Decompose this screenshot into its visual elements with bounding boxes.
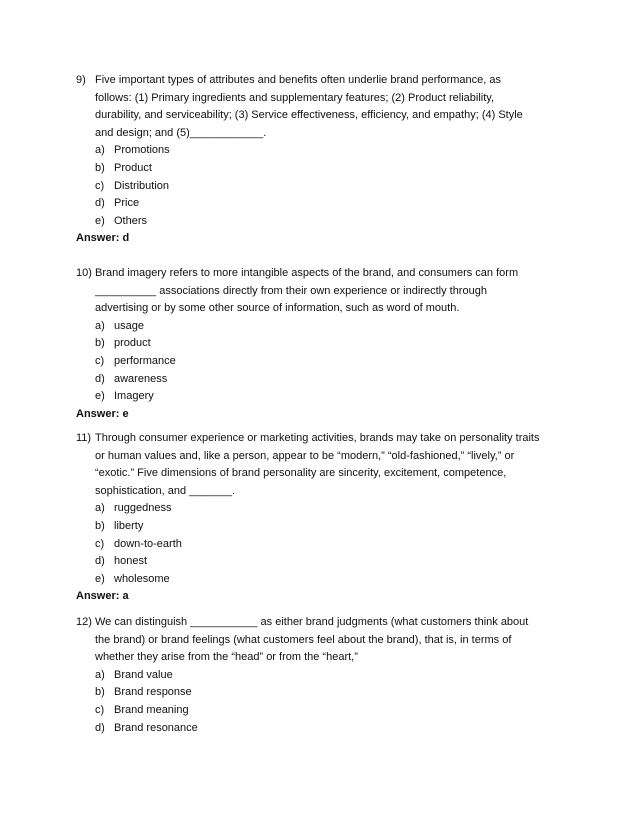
option-text: Brand resonance [114, 721, 198, 734]
option-b [95, 518, 556, 536]
option-text: performance [114, 354, 176, 367]
option-letter: d) [95, 555, 105, 568]
option-letter: a) [95, 319, 105, 332]
option-list [76, 142, 556, 230]
option-text: Imagery [114, 390, 154, 403]
option-text: Promotions [114, 144, 170, 157]
question-number: 11) [76, 432, 92, 444]
option-letter: c) [95, 354, 105, 367]
option-text: wholesome [114, 572, 170, 585]
option-letter: d) [95, 372, 105, 385]
question-line: whether they arise from the “head” or from the “heart,” [95, 651, 358, 664]
question-stem [76, 614, 556, 667]
option-text: liberty [114, 519, 144, 532]
option-letter: e) [95, 390, 105, 403]
question-line: Five important types of attributes and benefits often underlie brand performance, as [95, 74, 502, 86]
option-d [95, 195, 556, 213]
option-c [95, 178, 556, 196]
option-text: Brand meaning [114, 703, 189, 716]
option-letter: b) [95, 519, 105, 532]
option-letter: a) [95, 502, 105, 515]
option-letter: d) [95, 197, 105, 210]
option-letter: b) [95, 161, 105, 174]
option-e [95, 571, 556, 589]
answer-line: Answer: a [76, 590, 129, 603]
option-letter: b) [95, 337, 105, 350]
question-stem [76, 72, 556, 142]
option-c [95, 536, 556, 554]
question-number: 9) [76, 74, 86, 86]
question-number: 12) [76, 616, 92, 628]
option-c [95, 353, 556, 371]
option-list [76, 667, 556, 737]
option-list [76, 500, 556, 588]
question-10 [76, 265, 556, 423]
question-line: or human values and, like a person, appear to be “modern,” “old-fashioned,” “lively,” or [95, 449, 515, 462]
option-c [95, 702, 556, 720]
option-d [95, 371, 556, 389]
question-line: “exotic.” Five dimensions of brand personality are sincerity, excitement, competence, [95, 467, 507, 480]
question-line: durability, and serviceability; (3) Service effectiveness, efficiency, and empathy; (4) Style [95, 109, 523, 122]
answer-line: Answer: d [76, 232, 130, 245]
option-text: honest [114, 555, 148, 568]
option-list [76, 318, 556, 406]
option-letter: e) [95, 572, 105, 585]
option-text: Brand value [114, 668, 173, 681]
option-letter: a) [95, 668, 105, 681]
option-letter: b) [95, 686, 105, 699]
question-line: __________ associations directly from their own experience or indirectly through [95, 284, 487, 297]
option-b [95, 335, 556, 353]
option-letter: c) [95, 537, 105, 550]
option-text: awareness [114, 372, 168, 385]
option-text: Price [114, 197, 140, 210]
option-letter: a) [95, 144, 105, 157]
option-letter: d) [95, 721, 105, 734]
question-line: Through consumer experience or marketing activities, brands may take on personality traits [95, 432, 540, 444]
option-text: Product [114, 161, 152, 174]
answer-line: Answer: e [76, 407, 129, 420]
option-a [95, 500, 556, 518]
option-text: ruggedness [114, 502, 172, 515]
option-e [95, 213, 556, 231]
option-letter: e) [95, 214, 105, 227]
option-d [95, 553, 556, 571]
question-line: the brand) or brand feelings (what customers feel about the brand), that is, in terms of [95, 633, 512, 646]
question-9 [76, 72, 556, 248]
option-e [95, 388, 556, 406]
option-letter: c) [95, 703, 105, 716]
option-a [95, 318, 556, 336]
question-11 [76, 430, 556, 606]
option-text: usage [114, 319, 144, 332]
option-text: Others [114, 214, 148, 227]
question-number: 10) [76, 267, 92, 279]
question-stem [76, 430, 556, 500]
option-text: product [114, 337, 151, 350]
option-a [95, 142, 556, 160]
question-stem [76, 265, 556, 318]
option-d [95, 720, 556, 738]
question-line: and design; and (5)____________. [95, 126, 267, 139]
option-text: Brand response [114, 686, 192, 699]
option-b [95, 160, 556, 178]
option-letter: c) [95, 179, 105, 192]
option-text: Distribution [114, 179, 170, 192]
question-line: follows: (1) Primary ingredients and supplementary features; (2) Product reliability, [95, 91, 495, 104]
option-b [95, 684, 556, 702]
option-a [95, 667, 556, 685]
question-12 [76, 614, 556, 737]
question-line: advertising or by some other source of information, such as word of mouth. [95, 302, 460, 315]
option-text: down-to-earth [114, 537, 182, 550]
question-line: sophistication, and _______. [95, 484, 236, 497]
question-line: Brand imagery refers to more intangible aspects of the brand, and consumers can form [95, 267, 519, 279]
question-line: We can distinguish ___________ as either brand judgments (what customers think about [95, 616, 529, 628]
